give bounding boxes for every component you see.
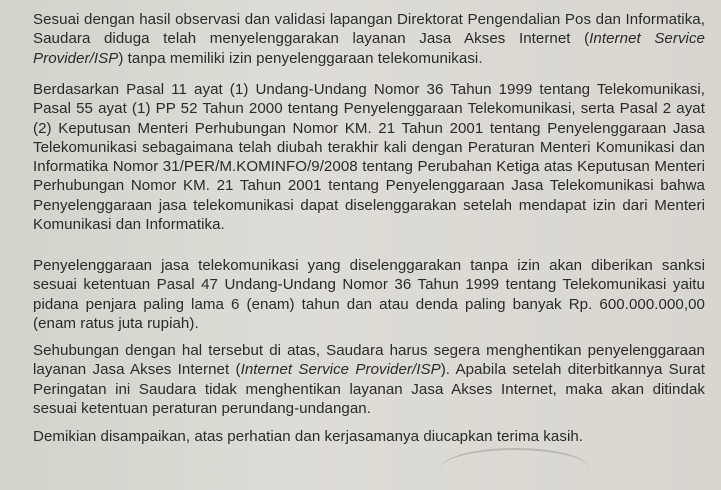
paragraph-text: ). Apabila setelah diterbitkannya Surat Peringatan ini Saudara tidak menghentikan layanan Jasa Akses Internet, maka akan ditindak sesuai ketentuan peraturan perundang-undangan. (33, 361, 706, 417)
stamp-mark (440, 448, 590, 490)
paragraph-text: Penyelenggaraan jasa telekomunikasi yang diselenggarakan tanpa izin akan diberikan sanksi sesuai ketentuan Pasal 47 Undang-Undang Nomor 36 Tahun 1999 tentang Telekomunikasi yaitu pidana penjara paling lama 6 (enam) tahun dan atau denda paling banyak Rp. 600.000.000,00 (enam ratus juta rupiah). (33, 257, 705, 332)
paragraph-observation (33, 10, 705, 68)
paragraph-text-italic: Internet Service Provider/ISP (240, 361, 441, 379)
paragraph-text: Berdasarkan Pasal 11 ayat (1) Undang-Undang Nomor 36 Tahun 1999 tentang Telekomunikasi, Pasal 55 ayat (1) PP 52 Tahun 2000 tentang Penyelenggaraan Telekomunikasi, serta Pasal 2 ayat (2) Keputusan Menteri Perhubungan Nomor KM. 21 Tahun 2001 tentang Penyelenggaraan Jasa Telekomunikasi sebagaimana telah diubah terakhir kali dengan Peraturan Menteri Komunikasi dan Informatika Nomor 31/PER/M.KOMINFO/9/2008 tentang Perubahan Ketiga atas Keputusan Menteri Perhubungan Nomor KM. 21 Tahun 2001 tentang Penyelenggaraan Jasa Telekomunikasi bahwa Penyelenggaraan jasa telekomunikasi dapat diselenggarakan setelah mendapat izin dari Menteri Komunikasi dan Informatika. (33, 81, 705, 234)
paragraph-legal-basis (33, 80, 705, 234)
paragraph-text: Sesuai dengan hasil observasi dan validasi lapangan Direktorat Pengendalian Pos dan Informatika, Saudara diduga telah menyelenggarakan layanan Jasa Akses Internet ( (33, 11, 705, 48)
paragraph-text: Sehubungan dengan hal tersebut di atas, Saudara harus segera menghentikan penyelenggaraan layanan Jasa Akses Internet ( (33, 342, 705, 379)
paragraph-closing (33, 427, 705, 446)
paragraph-sanction (33, 256, 705, 333)
paragraph-text: ) tanpa memiliki izin penyelenggaraan telekomunikasi. (118, 49, 483, 67)
paragraph-text-italic: Internet Service Provider/ISP (33, 30, 705, 67)
paragraph-instruction (33, 341, 705, 418)
paragraph-text: Demikian disampaikan, atas perhatian dan kerjasamanya diucapkan terima kasih. (33, 428, 584, 445)
